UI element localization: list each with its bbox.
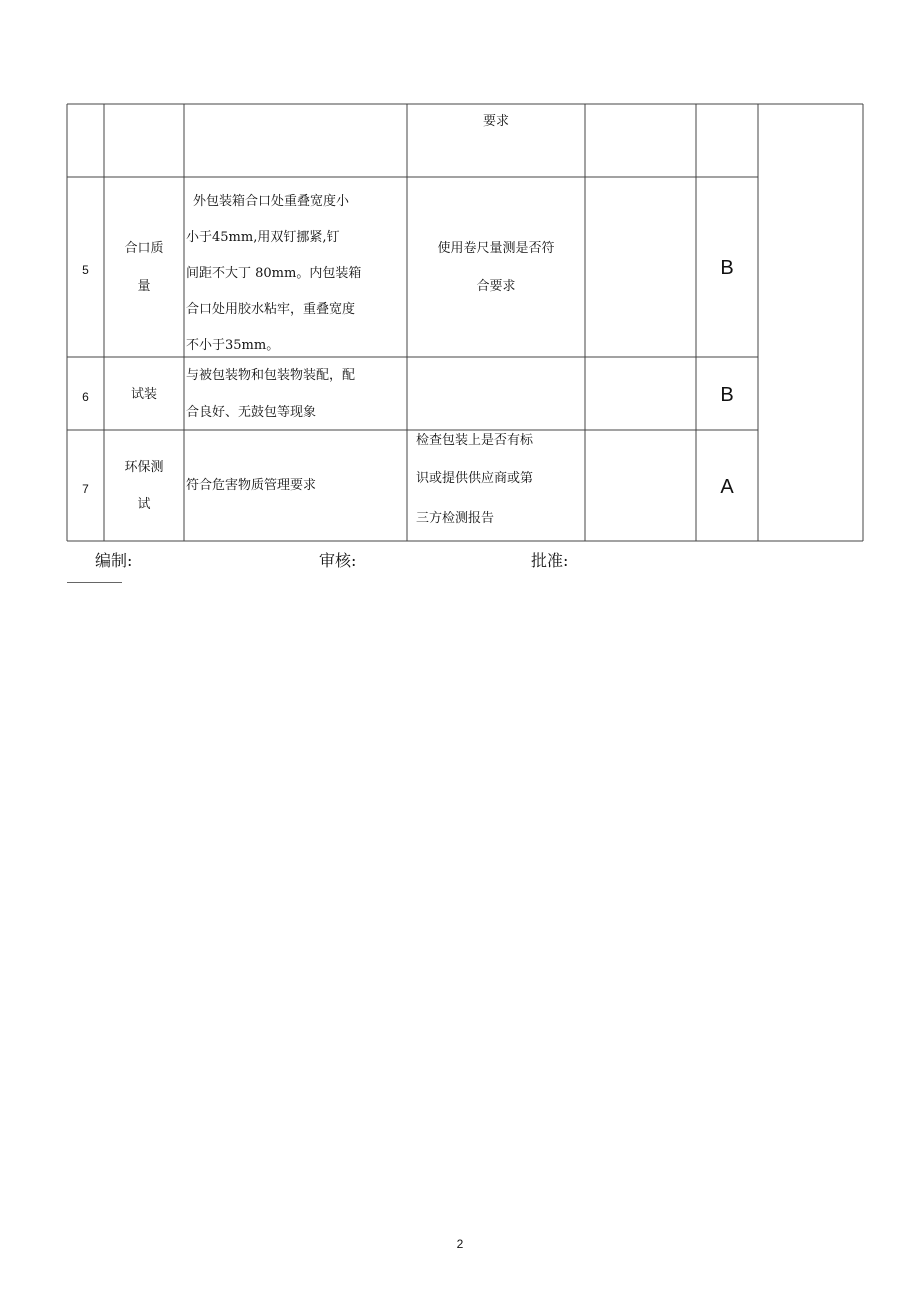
row-5-requirement-line: 合口处用胶水粘牢，重叠宽度 xyxy=(186,302,356,317)
row-6-requirement-line: 与被包装物和包装物装配，配 xyxy=(186,368,356,383)
row-5-item: 合口质 xyxy=(124,241,164,256)
row-6-grade: B xyxy=(720,384,734,406)
row-5-requirement-line: 小于45mm,用双钉挪紧,钉 xyxy=(186,230,340,245)
prepared-by-label: 编制: xyxy=(95,551,133,570)
row-7-number: 7 xyxy=(82,482,89,496)
row-5-requirement-line: 不小于35mm。 xyxy=(186,338,280,353)
row-7-item: 环保测 xyxy=(124,460,164,475)
footnote-rule xyxy=(67,582,122,583)
row-7-requirement-line: 符合危害物质管理要求 xyxy=(186,478,317,493)
row-7-method-line: 识或提供供应商或第 xyxy=(416,471,534,486)
reviewed-by-label: 审核: xyxy=(319,551,357,570)
page-number: 2 xyxy=(456,1237,464,1251)
row-7-method-line: 检查包装上是否有标 xyxy=(416,433,534,448)
row-5-item: 量 xyxy=(137,279,151,294)
row-6-number: 6 xyxy=(82,390,89,404)
row-6-item: 试装 xyxy=(130,387,157,402)
row-7-grade: A xyxy=(720,476,734,498)
row-7-item: 试 xyxy=(137,497,151,512)
approved-by-label: 批准: xyxy=(531,551,569,570)
row-5-number: 5 xyxy=(82,263,89,277)
row-7-method-line: 三方检测报告 xyxy=(416,511,495,526)
row-5-requirement-line: 外包装箱合口处重叠宽度小 xyxy=(193,194,350,209)
row-6-requirement-line: 合良好、无鼓包等现象 xyxy=(186,405,317,420)
row-5-method-line: 合要求 xyxy=(476,279,516,294)
row-5-method-line: 使用卷尺量测是否符 xyxy=(437,241,555,256)
row-5-grade: B xyxy=(720,257,734,279)
continuation-method: 要求 xyxy=(482,114,509,129)
row-5-requirement-line: 间距不大丁 80mm。内包装箱 xyxy=(186,266,362,281)
